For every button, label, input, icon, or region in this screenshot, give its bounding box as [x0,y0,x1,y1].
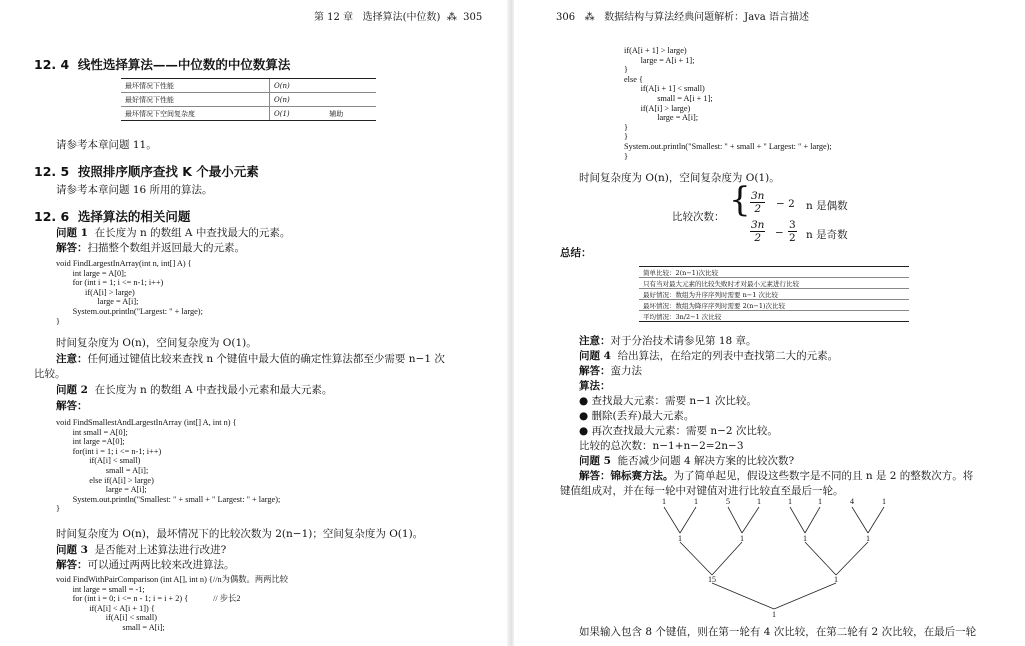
list-item: ● 查找最大元素：需要 n−1 次比较。 [579,395,757,407]
section-heading-12-5: 12. 5 按照排序顺序查找 K 个最小元素 [34,164,259,179]
paragraph-last: 如果输入包含 8 个键值，则在第一轮有 4 次比较，在第二轮有 2 次比较，在最后一轮 [579,626,977,638]
page-number: 305 [463,12,483,23]
tree-node-level2: 1 [834,575,838,584]
tree-root: 1 [772,610,776,619]
summary-table [639,266,909,322]
table-row: 只有当对最大元素的比较失败时才对最小元素进行比较 [639,278,909,289]
total-comparisons: 比较的总次数：n−1+n−2=2n−3 [579,440,744,452]
answer-2-label: 解答： [56,400,88,412]
problem-1: 问题 1 在长度为 n 的数组 A 中查找最大的元素。 [56,227,291,239]
complexity-2: 时间复杂度为 O(n)，最坏情况下的比较次数为 2(n−1)；空间复杂度为 O(1)。 [56,528,424,540]
problem-3: 问题 3 是否能对上述算法进行改进? [56,544,227,556]
problem-4: 问题 4 给出算法，在给定的列表中查找第二大的元素。 [579,350,839,362]
algorithm-label: 算法： [579,380,611,392]
table-row: 最坏情况下空间复杂度 O(1) 辅助 [121,107,376,121]
tree-leaf: 1 [818,497,822,506]
case-odd-minus: − [775,227,784,239]
code-block-continuation: if(A[i + 1] > large) large = A[i + 1]; } else { if(A[i + 1] < small) small = A[i + 1]; if(A[i] > large) large = A[i]; } } System.out.println("Smallest: " + small + " Largest: " + large); } [624,46,832,161]
list-item: ● 再次查找最大元素：需要 n−2 次比较。 [579,425,778,437]
problem-2: 问题 2 在长度为 n 的数组 A 中查找最小元素和最大元素。 [56,384,333,396]
tree-node-level1: 1 [740,534,744,543]
code-block-3: void FindWithPairComparison (int A[], int n) {//n为偶数。两两比较 int large = small = -1; for (int i = 0; i <= n - 1; i = i + 2) { // 步长2 if(A[i] < A[i + 1]) { if(A[i] < small) small = A[i]; [56,575,289,632]
case-odd-fraction-1: 3n 2 [751,219,765,244]
tree-leaf: 1 [662,497,666,506]
summary-label: 总结： [560,247,592,259]
case-even-tail: − 2 [776,198,795,210]
code-block-1: void FindLargestInArray(int n, int[] A) { int large = A[0]; for (int i = 1; i <= n-1; i++) if(A[i] > large) large = A[i]; System.out.println("Largest: " + large); } [56,259,203,326]
page-number: 306 [556,12,576,23]
answer-4: 解答：蛮力法 [579,365,642,377]
tree-leaf: 1 [882,497,886,506]
tree-node-level2: 15 [708,575,716,584]
note: 注意：任何通过键值比较来查找 n 个键值中最大值的确定性算法都至少需要 n−1 次 [56,353,445,365]
table-row: 简单比较：2(n−1)次比较 [639,267,909,278]
case-even-condition: n 是偶数 [806,200,848,212]
problem-5: 问题 5 能否减少问题 4 解决方案的比较次数? [579,455,795,467]
note-continuation: 比较。 [34,368,66,380]
code-block-2: void FindSmallestAndLargestInArray (int[] A, int n) { int small = A[0]; int large =A[0]; for(int i = 1; i <= n-1; i++) if(A[i] < small) small = A[i]; else if(A[i] > large) large = A[i]; System.out.println("Smallest: " + small + " Largest: " + large); } [56,418,281,514]
tree-node-level1: 1 [866,534,870,543]
table-row: 最坏情况下性能 O(n) [121,79,376,93]
section-heading-12-6: 12. 6 选择算法的相关问题 [34,209,191,224]
answer-5-continuation: 键值组成对，并在每一轮中对键值对进行比较直至最后一轮。 [560,485,844,497]
case-odd-fraction-2: 3 2 [789,219,796,244]
tree-leaf: 1 [757,497,761,506]
paragraph: 请参考本章问题 11。 [56,139,157,151]
chapter-label: 第 12 章 [314,12,354,23]
tree-edges [664,507,884,609]
complexity-1: 时间复杂度为 O(n)，空间复杂度为 O(1)。 [56,337,257,349]
table-row: 最好情况：数组为升序序列时需要 n−1 次比较 [639,289,909,300]
performance-table [121,78,376,121]
section-heading-12-4: 12. 4 线性选择算法——中位数的中位数算法 [34,57,291,72]
tree-node-level1: 1 [678,534,682,543]
table-row: 最坏情况：数组为降序序列时需要 2(n−1)次比较 [639,300,909,311]
case-odd-condition: n 是奇数 [806,229,848,241]
left-page [0,0,508,646]
answer-1: 解答：扫描整个数组并返回最大的元素。 [56,242,245,254]
tree-leaf: 4 [850,497,854,506]
case-even-fraction: 3n 2 [751,190,765,215]
note: 注意：对于分治技术请参见第 18 章。 [579,335,757,347]
paragraph: 请参考本章问题 16 所用的算法。 [56,184,213,196]
table-row: 平均情况：3n/2−1 次比较 [639,311,909,322]
tournament-tree [514,495,1025,620]
answer-5: 解答：锦标赛方法。为了简单起见，假设这些数字是不同的且 n 是 2 的整数次方。将 [579,470,974,482]
running-header [314,8,482,23]
tree-leaf: 1 [694,497,698,506]
right-page [514,0,1025,646]
table-row: 最好情况下性能 O(n) [121,93,376,107]
answer-3: 解答：可以通过两两比较来改进算法。 [56,559,235,571]
list-item: ● 删除(丢弃)最大元素。 [579,410,695,422]
comparison-label: 比较次数： [672,211,725,223]
ornament-icon: ⁂ [446,12,457,23]
chapter-title: 选择算法(中位数) [362,12,441,23]
book-title: 数据结构与算法经典问题解析：Java 语言描述 [604,12,809,23]
tree-leaf: 1 [788,497,792,506]
tree-node-level1: 1 [803,534,807,543]
ornament-icon: ⁂ [584,12,595,23]
running-header [556,8,809,23]
tree-leaf: 5 [726,497,730,506]
complexity: 时间复杂度为 O(n)，空间复杂度为 O(1)。 [579,172,780,184]
brace-icon: { [729,180,751,220]
